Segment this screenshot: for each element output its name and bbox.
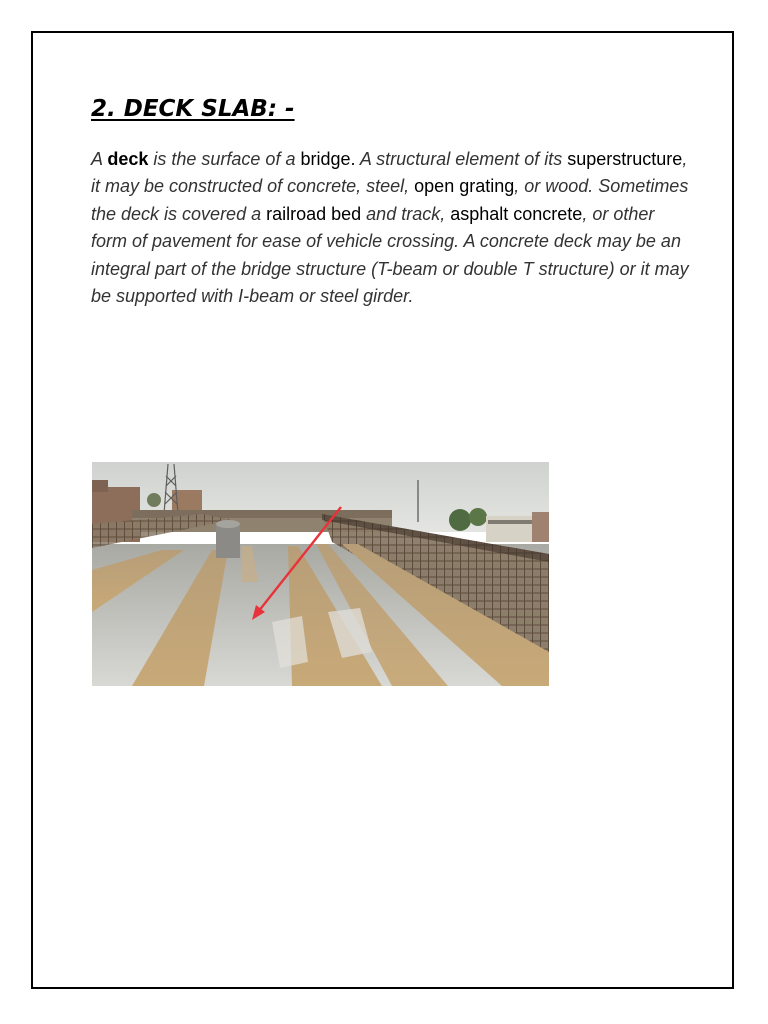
link-open-grating[interactable]: open grating (414, 176, 515, 197)
paragraph-text: A (91, 149, 108, 169)
paragraph-text: and track, (361, 203, 451, 224)
paragraph-text: A structural element of its (355, 149, 568, 169)
building-right (486, 516, 536, 542)
deck-slab-photo (92, 462, 549, 686)
paragraph-text: , it may be constructed of concrete, steel, (91, 149, 688, 197)
deck-description-paragraph (91, 146, 691, 310)
term-deck: deck (107, 149, 149, 169)
link-railroad-bed[interactable]: railroad bed (266, 203, 362, 224)
concrete-drum (216, 524, 240, 558)
link-bridge[interactable]: bridge. (300, 149, 356, 169)
paragraph-text: is the surface of a (148, 149, 301, 169)
section-heading: 2. DECK SLAB: - (91, 96, 295, 122)
tree (449, 509, 471, 531)
paragraph-text: , or other form of pavement for ease of vehicle crossing. A concrete deck may be an integral part of the bridge structure (T-beam or double T structure) or it may be supported with I-beam or steel girder. (91, 203, 689, 307)
link-superstructure[interactable]: superstructure (567, 149, 683, 169)
paragraph-text: , or wood. Sometimes the deck is covered a (91, 176, 689, 224)
link-asphalt-concrete[interactable]: asphalt concrete (450, 203, 583, 224)
